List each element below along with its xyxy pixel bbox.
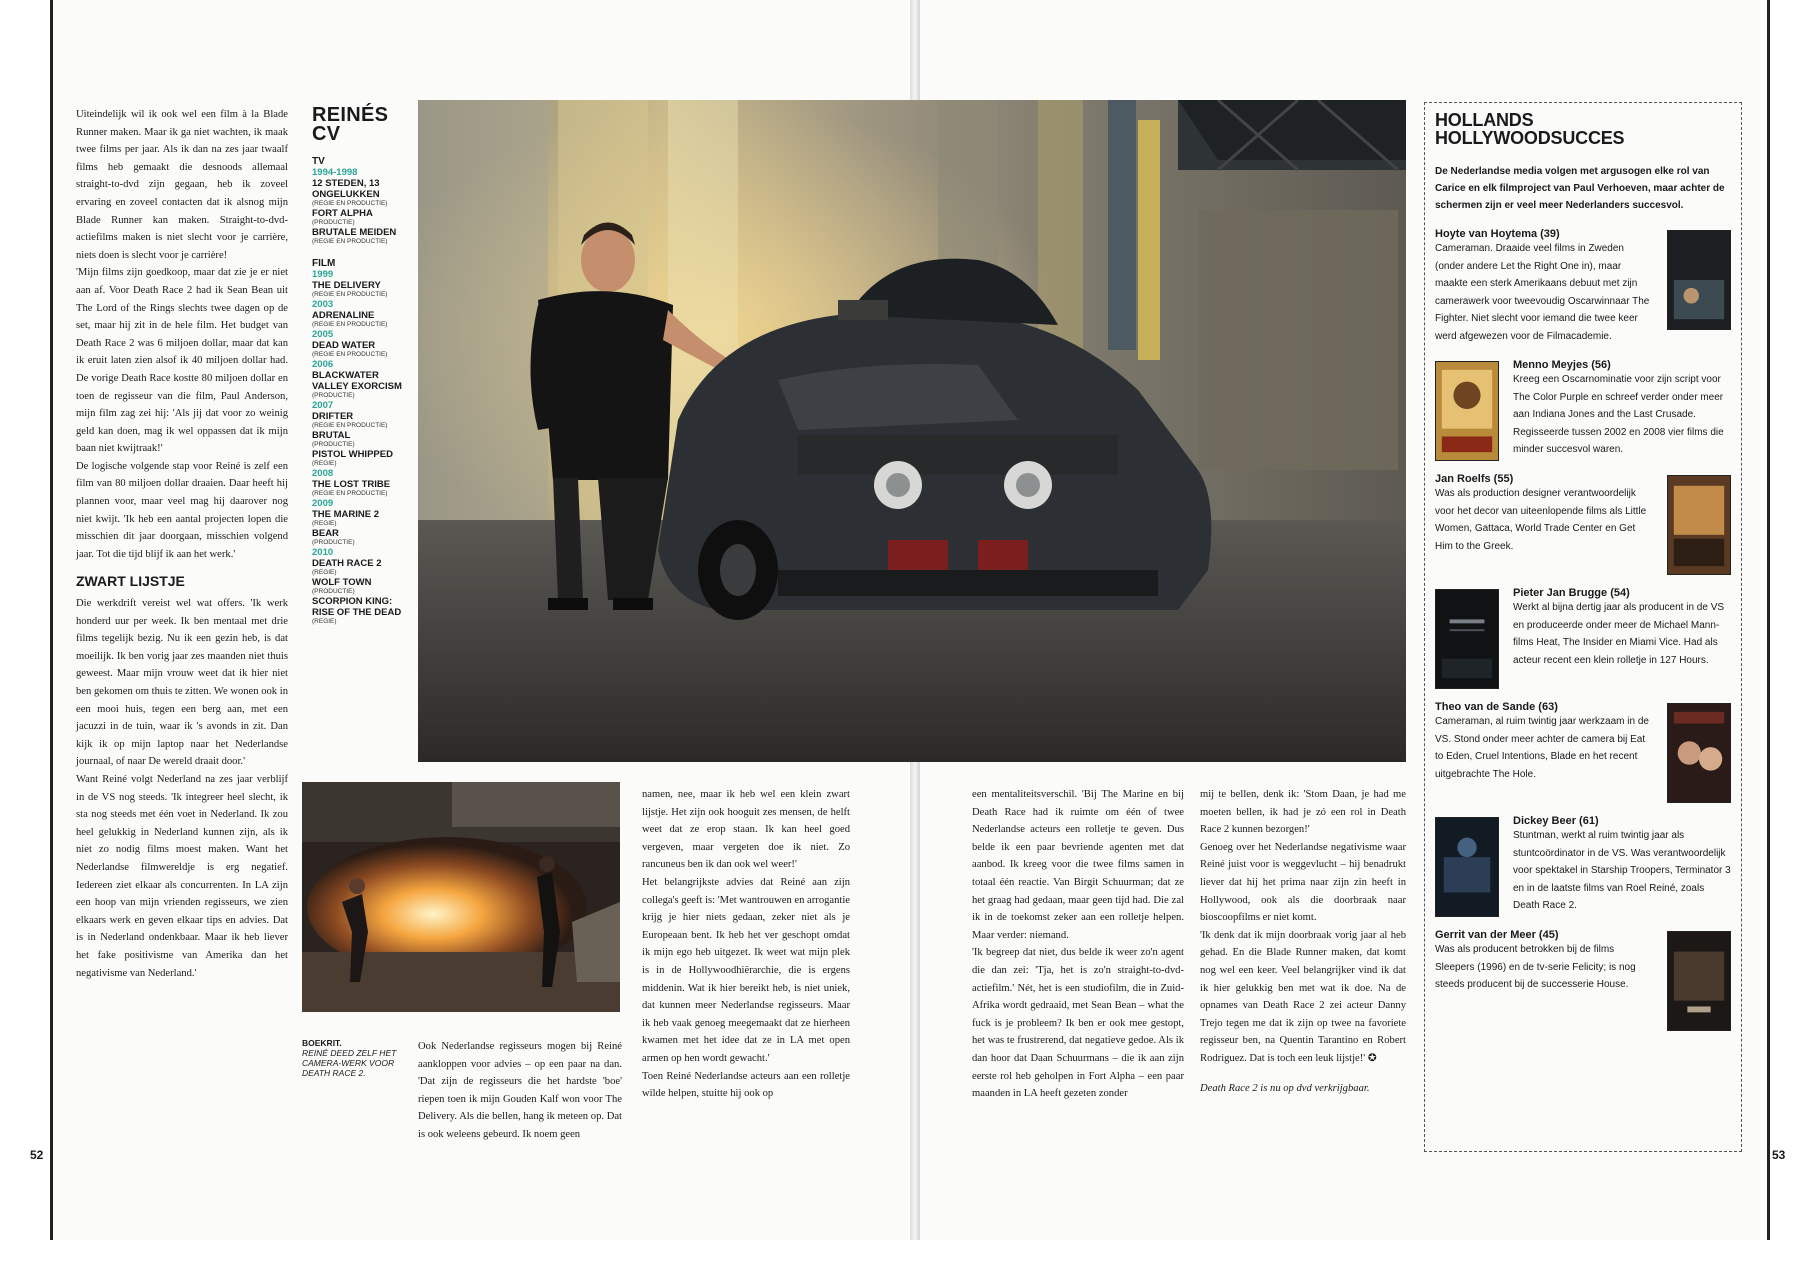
cv-year: 2008: [312, 468, 334, 479]
person-entry: [1435, 228, 1731, 345]
closing-note: Death Race 2 is nu op dvd verkrijgbaar.: [1200, 1082, 1370, 1094]
cv-film: FORT ALPHA: [312, 208, 373, 219]
text-column: [642, 786, 850, 1103]
cv-entry: [312, 547, 404, 577]
cv-role: (PRODUCTIE): [312, 441, 355, 448]
cv-role: (REGIE): [312, 618, 337, 625]
cv-role: (REGIE EN PRODUCTIE): [312, 422, 388, 429]
cv-entry: [312, 498, 404, 528]
paragraph: mij te bellen, denk ik: 'Stom Daan, je had me moeten bellen, ik had je zó een rol in Death Race 2 kunnen bezorgen!': [1200, 789, 1406, 836]
cv-film: DEATH RACE 2: [312, 558, 382, 569]
paragraph: Want Reiné volgt Nederland na zes jaar verblijf in de VS nog steeds. 'Ik integreer heel slecht, ik sta nog steeds met één voet in Nederland. Ik zou heel gelukkig in Nederland kunnen zijn, als ik niet zo nodig films moest maken. Want het Nederlandse filmwereldje is erg negatief. Iedereen ziet elkaar als concurrenten. In LA zijn een hoop van mijn vrienden regisseurs, we zien elkaars werk en geven elkaar tips en advies. Dat is in Nederland ondenkbaar. Maar ik heb liever het fake positivisme van Amerika dan het negativisme van Nederland.': [76, 773, 288, 979]
cv-entry: [312, 577, 404, 596]
cv-film: 12 STEDEN, 13 ONGELUKKEN: [312, 178, 380, 200]
cv-year: 1999: [312, 269, 334, 280]
cv-tv-list: [312, 178, 404, 246]
cv-role: (PRODUCTIE): [312, 539, 355, 546]
cv-entry: [312, 208, 404, 227]
person-entry: [1435, 359, 1731, 459]
person-entry: [1435, 701, 1731, 801]
paragraph: 'Ik begreep dat niet, dus belde ik weer zo'n agent die dan zei: 'Tja, het is zo'n straight-to-dvd-actiefilm.' Nét, het is een studiofilm, die in Zuid-Afrika wordt gedraaid, met Sean Bean – what the fuck is je probleem? Ik ben er ook mee gestopt, het was te frustrerend, dat negatieve gedoe. Als ik dan hoor dat Daan Schuurmans – die ik aan zijn eerste rol heb geholpen in Fort Alpha – een paar maanden in LA heeft gezeten zonder: [972, 947, 1184, 1100]
cv-year: 2003: [312, 299, 334, 310]
film-poster-icon: [1435, 589, 1499, 689]
cv-role: (REGIE EN PRODUCTIE): [312, 291, 388, 298]
cv-role: (REGIE): [312, 520, 337, 527]
person-desc: Stuntman, werkt al ruim twintig jaar als stuntcoördinator in de VS. Was verantwoordelijk voor spektakel in Starship Troopers, Terminator 3 en in de laatste films van Roel Reiné, zoals Death Race 2.: [1513, 830, 1731, 911]
person-desc: Werkt al bijna dertig jaar als producent in de VS en produceerde onder meer de Michael Mann-films Heat, The Insider en Miami Vice. Had als acteur recent een klein rolletje in 127 Hours.: [1513, 602, 1725, 666]
cv-film: THE MARINE 2: [312, 509, 380, 520]
cv-role: (PRODUCTIE): [312, 392, 355, 399]
cv-film: BEAR: [312, 528, 339, 539]
cv-role: (REGIE EN PRODUCTIE): [312, 490, 388, 497]
cv-entry: [312, 400, 404, 430]
paragraph: De logische volgende stap voor Reiné is zelf een film van 80 miljoen dollar draaien. Daar heeft hij plannen voor, maar veel mag hij daarover nog niet kwijt. 'Ik heb een aantal projecten lopen die misschien dit jaar doorgaan, misschien volgend jaar. Tot die tijd blijf ik aan het werk.': [76, 460, 288, 560]
person-desc: Cameraman, al ruim twintig jaar werkzaam in de VS. Stond onder meer achter de camera bij Eat to Eden, Cruel Intentions, Blade en het recent uitgebrachte The Hole.: [1435, 716, 1649, 780]
section-heading: ZWART LIJSTJE: [76, 573, 185, 590]
cv-entry: [312, 468, 404, 498]
person-entry: [1435, 473, 1731, 573]
cv-entry: [312, 269, 404, 299]
cv-film: WOLF TOWN: [312, 577, 372, 588]
paragraph: Ook Nederlandse regisseurs mogen bij Reiné aankloppen voor advies – op een paar na dan. 'Dat zijn de regisseurs die het hardste 'boe' riepen toen ik mijn Gouden Kalf won voor The Delivery. Als die bellen, hang ik meteen op. Dat is ook weleens gebeurd. Ik noem geen: [418, 1041, 622, 1140]
text-column: [1200, 786, 1406, 1097]
cv-year: 2005: [312, 329, 334, 340]
cv-film: DEAD WATER: [312, 340, 376, 351]
cv-film-list: [312, 269, 404, 626]
film-poster-icon: [1667, 931, 1731, 1031]
cv-role: (REGIE EN PRODUCTIE): [312, 238, 388, 245]
person-entry: [1435, 587, 1731, 687]
cv-film: PISTOL WHIPPED: [312, 449, 393, 460]
paragraph: Toen Reiné Nederlandse acteurs aan een rolletje wilde helpen, stuitte hij ook op: [642, 1070, 850, 1100]
cv-role: (PRODUCTIE): [312, 219, 355, 226]
cv-entry: [312, 528, 404, 547]
cv-role: (REGIE): [312, 569, 337, 576]
cv-entry: [312, 596, 404, 626]
cv-film: ADRENALINE: [312, 310, 375, 321]
cv-year: 2006: [312, 359, 334, 370]
cv-year: 1994-1998: [312, 167, 358, 178]
text-column: [418, 1038, 622, 1144]
left-text-column: [76, 106, 288, 982]
person-name: Jan Roelfs (55): [1435, 473, 1514, 485]
cv-role: (REGIE EN PRODUCTIE): [312, 321, 388, 328]
photo-caption: [302, 1038, 402, 1078]
paragraph: Genoeg over het Nederlandse negativisme waar Reiné juist voor is weggevlucht – hij benadrukt liever dat hij het prima naar zijn zin heeft in Hollywood, ook als die doorbraak naar bioscoopfilms er niet komt.: [1200, 841, 1406, 924]
cv-title: CV: [312, 123, 341, 145]
cv-entry: [312, 227, 404, 246]
paragraph: 'Mijn films zijn goedkoop, maar dat zie je er niet aan af. Voor Death Race 2 had ik Sean Bean uit The Lord of the Rings slechts twee dagen op de set, maar hij zit in de hele film. Het budget van Death Race 2 was 6 miljoen dollar, maar dat kan ik eruit laten zien alsof ik 40 miljoen dollar had. De vorige Death Race kostte 80 miljoen dollar en toen de regisseur van die film, Paul Anderson, mijn film zag zei hij: 'Als jij dat voor zo weinig geld kan doen, mag ik wel oppassen dat ik mijn baan niet kwijtraak!': [76, 267, 288, 455]
cv-year: 2009: [312, 498, 334, 509]
paragraph: Die werkdrift vereist wel wat offers. 'Ik werk honderd uur per week. Ik ben mentaal met drie films tegelijk bezig. Nu ik een gezin heb, is dat moeilijk. Ik ben vorig jaar zes maanden niet thuis geweest. Maar mijn vrouw weet dat ik hier niet ben gekomen om thuis te zitten. We wonen ook in een mooi huis, tegen een berg aan, met een jacuzzi in de tuin, waar ik 's avonds in zit. Dan kijk ik op mijn laptop naar het Nederlandse journaal, of naar De wereld draait door.': [76, 598, 288, 768]
cv-film: THE LOST TRIBE: [312, 479, 391, 490]
person-name: Hoyte van Hoytema (39): [1435, 228, 1560, 240]
paragraph: Uiteindelijk wil ik ook wel een film à la Blade Runner maken. Maar ik ga niet wachten, ik maak twee films per jaar. Als ik dan na zes jaar twaalf films heb gemaakt die desnoods allemaal straight-to-dvd zijn gegaan, heb ik zoveel ervaring en zoveel contacten dat ik alsnog mijn Blade Runner kan maken. Straight-to-dvd-actiefilms maken is niet slecht voor je carrière, niets doen is slecht voor je carrière!: [76, 109, 288, 261]
cv-film: BLACKWATER VALLEY EXORCISM: [312, 370, 402, 392]
paragraph: Het belangrijkste advies dat Reiné aan zijn collega's geeft is: 'Met wantrouwen en arrogantie krijg je hier niets gedaan, zeker niet als je Europeaan bent. Ik heb het ver geschopt omdat ik mijn ego heb uitgezet. Ik weet wat mijn plek is in de Hollywoodhiërarchie, die is ergens middenin. Wat ik hier bereikt heb, is niet uniek, dat kunnen meer Nederlandse regisseurs. Maar ik heb vaak genoeg meegemaakt dat ze hierheen kwamen met het idee dat ze in LA met open armen op hen wordt gewacht.': [642, 876, 850, 1064]
sidebar-hollywood-success: [1424, 102, 1742, 1152]
cv-film: BRUTALE MEIDEN: [312, 227, 397, 238]
caption-text: REINÉ DEED ZELF HET CAMERA-WERK VOOR DEATH RACE 2.: [302, 1048, 397, 1078]
cv-entry: [312, 430, 404, 449]
person-desc: Kreeg een Oscarnominatie voor zijn script voor The Color Purple en schreef verder onder meer aan Indiana Jones and the Last Crusade. Regisseerde tussen 2002 en 2008 vier films die minder succesvol waren.: [1513, 374, 1724, 455]
cv-year: 2007: [312, 400, 334, 411]
film-poster-icon: [1435, 361, 1499, 461]
cv-section-heading: TV: [312, 156, 325, 167]
person-name: Menno Meyjes (56): [1513, 359, 1611, 371]
cv-film: SCORPION KING: RISE OF THE DEAD: [312, 596, 402, 618]
film-poster-icon: [1667, 230, 1731, 330]
sidebar-intro: De Nederlandse media volgen met argusogen elke rol van Carice en elk filmproject van Paul Verhoeven, maar achter de schermen zijn er veel meer Nederlanders succesvol.: [1435, 166, 1725, 211]
page-number-right: 53: [1772, 1148, 1786, 1162]
person-desc: Cameraman. Draaide veel films in Zweden (onder andere Let the Right One in), maar maakte een sterk Amerikaans debuut met zijn camerawerk voor tweevoudig Oscarwinnaar The Fighter. Niet slecht voor iemand die twee keer werd afgewezen voor de Filmacademie.: [1435, 243, 1650, 342]
paragraph: een mentaliteitsverschil. 'Bij The Marine en bij Death Race had ik ruimte om één of twee Nederlandse acteurs een rolletje te geven. Dus belde ik een paar bevriende agenten met dat aanbod. Ik kreeg voor die twee films samen in totaal één reactie. Van Birgit Schuurman; dat ze het graag had gedaan, maar geen tijd had. Die zal ik in de toekomst zeker aan een rolletje helpen. Maar verder: niemand.: [972, 789, 1184, 941]
sidebar-title: HOLLYWOODSUCCES: [1435, 128, 1625, 148]
person-name: Theo van de Sande (63): [1435, 701, 1558, 713]
person-name: Dickey Beer (61): [1513, 815, 1599, 827]
cv-role: (REGIE): [312, 460, 337, 467]
caption-title: BOEKRIT.: [302, 1038, 342, 1048]
person-desc: Was als production designer verantwoordelijk voor het decor van uiteenlopende films als Little Women, Gattaca, World Trade Center en Get Him to the Greek.: [1435, 488, 1647, 552]
cv-entry: [312, 449, 404, 468]
person-desc: Was als producent betrokken bij de films Sleepers (1996) en de tv-serie Felicity; is nog steeds producent bij de successerie House.: [1435, 944, 1636, 990]
person-entry: [1435, 929, 1731, 1029]
cv-entry: [312, 178, 404, 208]
film-poster-icon: [1667, 475, 1731, 575]
paragraph: 'Ik denk dat ik mijn doorbraak vorig jaar al heb gehad. En die Blade Runner maken, dat komt nog wel een keer. Veel belangrijker vind ik dat ik hier gelukkig ben met wat ik doe. Na de opnames van Death Race 2 zei acteur Danny Trejo tegen me dat ik zijn op twee na favoriete regisseur ben, na Quentin Tarantino en Robert Rodriguez. Dat is toch een leuk lijstje!' ✪: [1200, 929, 1406, 1064]
text-column: [972, 786, 1184, 1103]
cv-entry: [312, 359, 404, 400]
cv-film: THE DELIVERY: [312, 280, 381, 291]
cv-entry: [312, 329, 404, 359]
cv-role: (PRODUCTIE): [312, 588, 355, 595]
hero-photo-man-with-car: [418, 100, 1406, 762]
cv-role: (REGIE EN PRODUCTIE): [312, 351, 388, 358]
cv-film: DRIFTER: [312, 411, 354, 422]
cv-section-heading: FILM: [312, 258, 336, 269]
action-still-photo: [302, 782, 620, 1012]
film-poster-icon: [1667, 703, 1731, 803]
cv-year: 2010: [312, 547, 334, 558]
person-entry: [1435, 815, 1731, 915]
person-name: Gerrit van der Meer (45): [1435, 929, 1559, 941]
film-poster-icon: [1435, 817, 1499, 917]
person-name: Pieter Jan Brugge (54): [1513, 587, 1630, 599]
sidebar-title: HOLLANDS: [1435, 110, 1534, 130]
cv-title: REINÉS: [312, 104, 389, 126]
cv-entry: [312, 299, 404, 329]
cv-box: [312, 106, 404, 626]
page-number-left: 52: [30, 1148, 44, 1162]
paragraph: namen, nee, maar ik heb wel een klein zwart lijstje. Het zijn ook hooguit zes mensen, de helft weet dat ze erop staan. Ik kan heel goed vergeven, maar vergeten doe ik niet. Zo rancuneus ben ik dan ook wel weer!': [642, 789, 850, 871]
cv-role: (REGIE EN PRODUCTIE): [312, 200, 388, 207]
cv-film: BRUTAL: [312, 430, 351, 441]
